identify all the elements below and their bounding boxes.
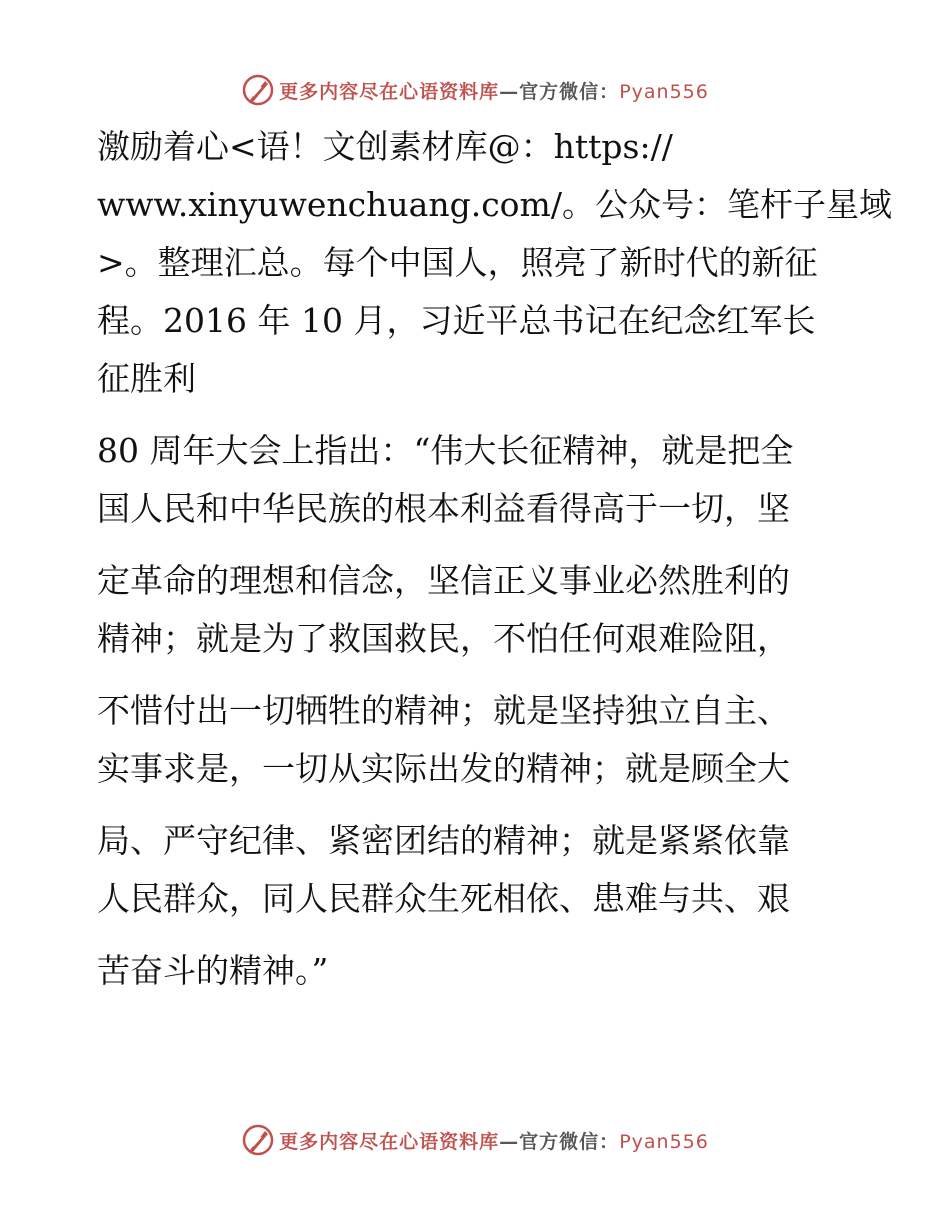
footer-slogan: 更多内容尽在心语资料库 — [279, 1130, 500, 1153]
text-line: 局、严守纪律、紧密团结的精神；就是紧紧依靠 — [97, 821, 790, 860]
footer-text — [279, 1127, 709, 1154]
text-line: 定革命的理想和信念，坚信正义事业必然胜利的 — [97, 561, 790, 600]
header-dash: — — [499, 80, 520, 103]
quill-pen-icon — [241, 1123, 275, 1157]
text-line: 国人民和中华民族的根本利益看得高于一切，坚 — [97, 489, 790, 528]
header-banner — [0, 70, 950, 110]
text-line: 不惜付出一切牺牲的精神；就是坚持独立自主、 — [97, 691, 790, 730]
footer-wechat-id: Pyan556 — [619, 1130, 709, 1153]
paragraph-1 — [97, 118, 892, 408]
text-line: 精神；就是为了救国救民，不怕任何艰难险阻， — [97, 619, 790, 658]
header-wechat-id: Pyan556 — [619, 80, 709, 103]
paragraph-6 — [97, 942, 857, 1000]
header-wechat-label: 官方微信： — [519, 80, 620, 103]
text-line: >。整理汇总。每个中国人，照亮了新时代的新征 — [97, 243, 818, 282]
text-line: 80 周年大会上指出：“伟大长征精神，就是把全 — [97, 431, 794, 470]
footer-banner — [0, 1120, 950, 1160]
paragraph-2 — [97, 422, 857, 538]
paragraph-3 — [97, 552, 857, 668]
text-line: 征胜利 — [97, 359, 196, 398]
paragraph-4 — [97, 682, 857, 798]
text-line: 程。2016 年 10 月，习近平总书记在纪念红军长 — [97, 301, 816, 340]
footer-wechat-label: 官方微信： — [519, 1130, 620, 1153]
paragraph-5 — [97, 812, 857, 928]
document-body — [97, 118, 892, 1014]
header-slogan: 更多内容尽在心语资料库 — [279, 80, 500, 103]
text-line: 激励着心<语！文创素材库@：https:// — [97, 127, 673, 166]
header-text — [279, 77, 709, 104]
text-line: www.xinyuwenchuang.com/。公众号：笔杆子星域 — [97, 185, 892, 224]
quill-pen-icon — [241, 73, 275, 107]
text-line: 人民群众，同人民群众生死相依、患难与共、艰 — [97, 879, 790, 918]
text-line: 苦奋斗的精神。” — [97, 951, 329, 990]
text-line: 实事求是，一切从实际出发的精神；就是顾全大 — [97, 749, 790, 788]
footer-dash: — — [499, 1130, 520, 1153]
